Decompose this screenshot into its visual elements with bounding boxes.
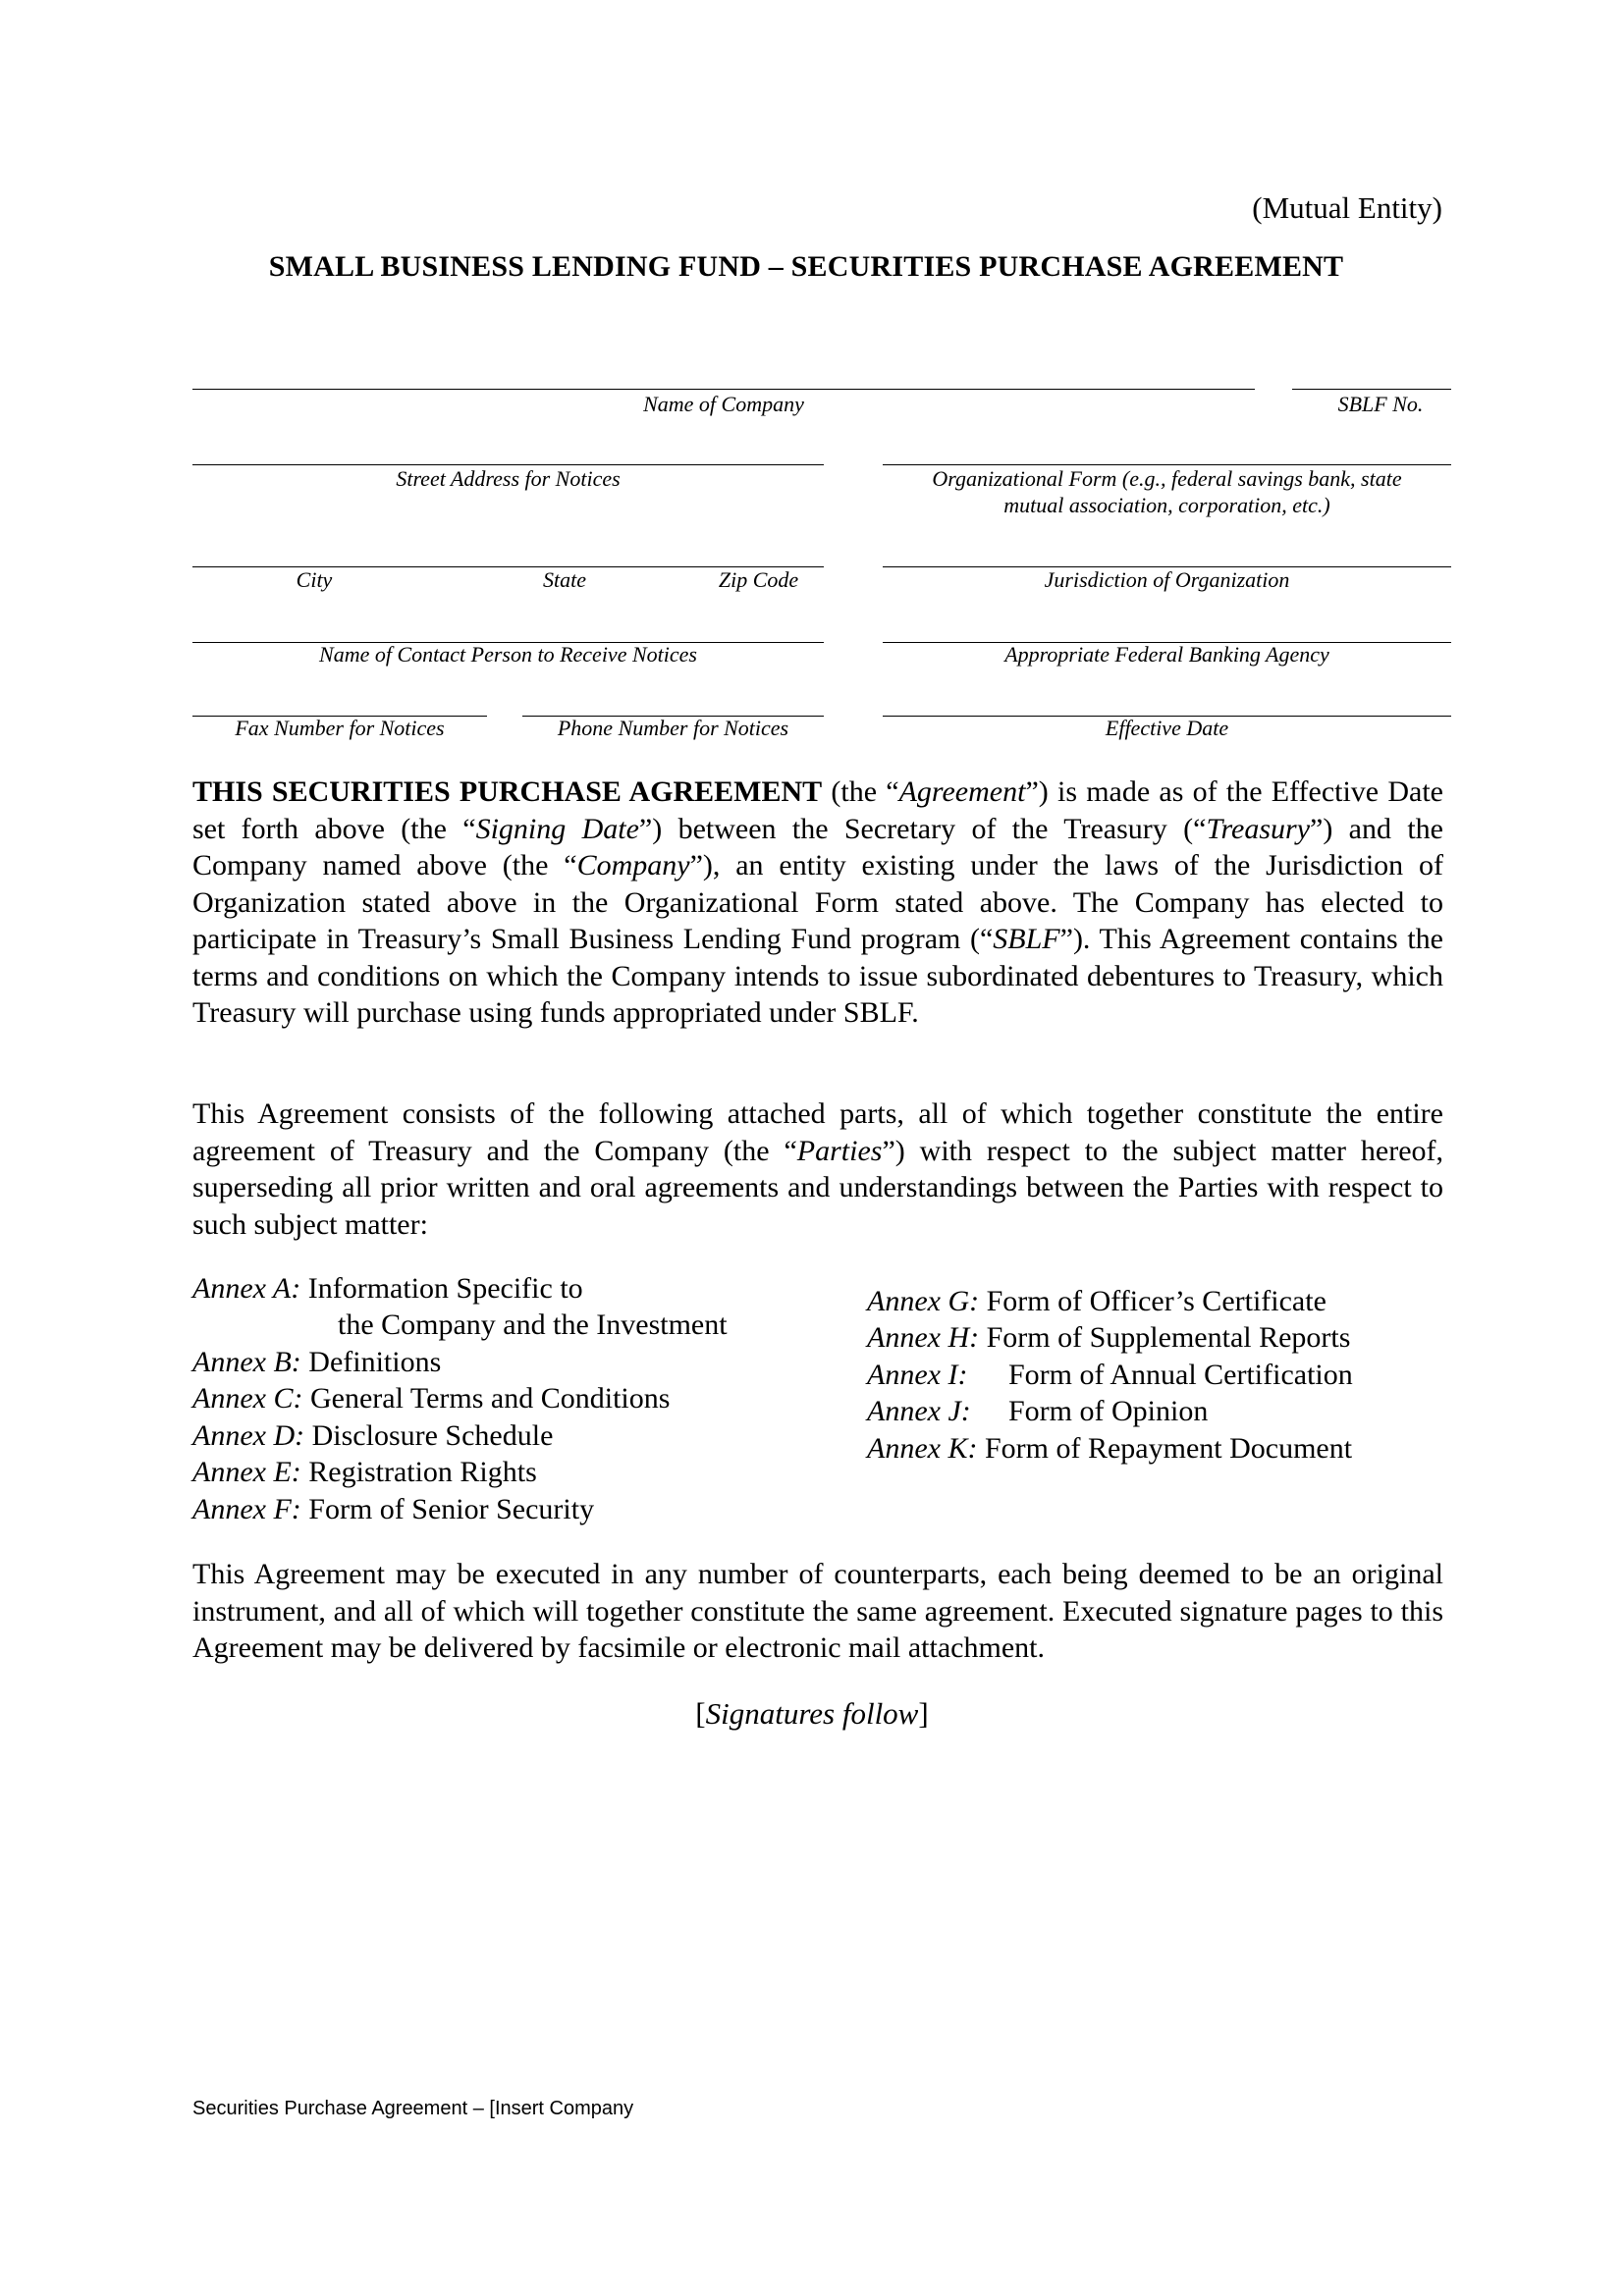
banking-agency-label: Appropriate Federal Banking Agency	[1004, 642, 1329, 667]
phone-label: Phone Number for Notices	[557, 716, 789, 740]
annex-item: Annex C: General Terms and Conditions	[192, 1382, 671, 1415]
contact-person-label: Name of Contact Person to Receive Notices	[319, 642, 697, 667]
agreement-intro-paragraph: THIS SECURITIES PURCHASE AGREEMENT (the “Agreement”) is made as of the Effective Date set forth above (the “Signing Date”) between the Secretary of the Treasury (“Treasury”) and the Company named above (the “Company”), an entity existing under the laws of the Jurisdiction of Organization stated above in the Organizational Form stated above. The Company has elected to participate in Treasury’s Small Business Lending Fund program (“SBLF”). This Agreement contains the terms and conditions on which the Company intends to issue subordinated debentures to Treasury, which Treasury will purchase using funds appropriated under SBLF.	[192, 775, 1443, 1029]
zip-code-label: Zip Code	[718, 567, 799, 592]
document-title: SMALL BUSINESS LENDING FUND – SECURITIES PURCHASE AGREEMENT	[268, 250, 1344, 283]
annex-item: Annex D: Disclosure Schedule	[192, 1419, 554, 1452]
annex-item: Annex H: Form of Supplemental Reports	[867, 1321, 1351, 1354]
state-label: State	[543, 567, 586, 592]
company-name-line[interactable]	[192, 389, 1255, 390]
fax-label: Fax Number for Notices	[235, 716, 445, 740]
agreement-parts-paragraph: This Agreement consists of the following attached parts, all of which together constitute the entire agreement of Treasury and the Company (the “Parties”) with respect to the subject matter hereof, superseding all prior written and oral agreements and understandings between the Parties with respect to such subject matter:	[192, 1097, 1443, 1241]
counterparts-paragraph: This Agreement may be executed in any number of counterparts, each being deemed to be an original instrument, and all of which will together constitute the same agreement. Executed signature pages to this Agreement may be delivered by facsimile or electronic mail attachment.	[192, 1558, 1443, 1664]
city-label: City	[296, 567, 333, 592]
annex-item: Annex B: Definitions	[192, 1346, 442, 1378]
annex-item: Annex A: Information Specific to	[192, 1272, 583, 1305]
street-address-label: Street Address for Notices	[396, 466, 621, 491]
page-footer: Securities Purchase Agreement – [Insert Company	[192, 2098, 634, 2119]
annex-item: Annex I: Form of Annual Certification	[867, 1359, 1353, 1391]
annex-item: Annex J: Form of Opinion	[867, 1395, 1209, 1427]
company-name-label: Name of Company	[643, 392, 804, 416]
sblf-no-line[interactable]	[1292, 389, 1451, 390]
annex-item-continuation: the Company and the Investment	[338, 1308, 728, 1341]
annex-item: Annex G: Form of Officer’s Certificate	[867, 1285, 1326, 1317]
org-form-label: Organizational Form (e.g., federal savings bank, state mutual association, corporation, etc.)	[932, 466, 1402, 517]
annex-item: Annex E: Registration Rights	[192, 1456, 537, 1488]
signatures-follow-note: [Signatures follow]	[695, 1696, 929, 1731]
annex-item: Annex K: Form of Repayment Document	[867, 1432, 1353, 1465]
sblf-no-label: SBLF No.	[1337, 392, 1424, 416]
jurisdiction-label: Jurisdiction of Organization	[1044, 567, 1290, 592]
effective-date-label: Effective Date	[1105, 716, 1229, 740]
annex-item: Annex F: Form of Senior Security	[192, 1493, 595, 1525]
entity-type-label: (Mutual Entity)	[1252, 190, 1442, 225]
